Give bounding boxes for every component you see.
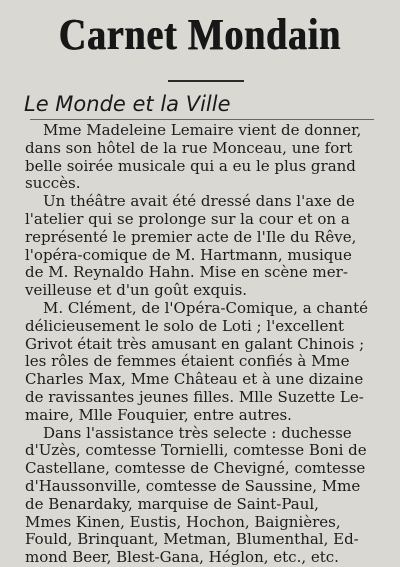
title-rule bbox=[168, 80, 244, 82]
article-line: Un théâtre avait été dressé dans l'axe de bbox=[43, 192, 355, 211]
section-underline bbox=[30, 119, 374, 120]
article-line: Grivot était très amusant en galant Chinois ; bbox=[25, 334, 365, 353]
article-line: Fould, Brinquant, Metman, Blumenthal, Ed- bbox=[25, 530, 359, 549]
article-line: maire, Mlle Fouquier, entre autres. bbox=[25, 405, 292, 424]
article-line: veilleuse et d'un goût exquis. bbox=[25, 281, 248, 300]
section-title: Le Monde et la Ville bbox=[24, 92, 231, 116]
article-line: les rôles de femmes étaient confiés à Mme bbox=[25, 352, 350, 371]
article-line: Charles Max, Mme Château et à une dizaine bbox=[25, 370, 364, 389]
article-line: Dans l'assistance très selecte : duchesse bbox=[43, 423, 352, 442]
article-body bbox=[25, 122, 395, 567]
article-line: l'opéra-comique de M. Hartmann, musique bbox=[25, 245, 352, 264]
article-line: belle soirée musicale qui a eu le plus grand bbox=[25, 156, 356, 175]
masthead-title: Carnet Mondain bbox=[58, 10, 342, 59]
article-line: Mme Madeleine Lemaire vient de donner, bbox=[43, 121, 362, 139]
article-line: délicieusement le solo de Loti ; l'excellent bbox=[25, 316, 345, 335]
article-line: Mmes Kinen, Eustis, Hochon, Baignières, bbox=[25, 512, 341, 531]
article-line: de ravissantes jeunes filles. Mlle Suzette Le- bbox=[25, 387, 364, 406]
article-line: d'Haussonville, comtesse de Saussine, Mme bbox=[25, 476, 361, 495]
article-line: succès. bbox=[25, 174, 81, 193]
article-line: M. Clément, de l'Opéra-Comique, a chanté bbox=[43, 298, 368, 317]
article-line: représenté le premier acte de l'Ile du Rêve, bbox=[25, 227, 357, 246]
article-line: de Benardaky, marquise de Saint-Paul, bbox=[25, 494, 319, 513]
article-line: de M. Reynaldo Hahn. Mise en scène mer- bbox=[25, 263, 348, 282]
article-line: Castellane, comtesse de Chevigné, comtesse bbox=[25, 459, 366, 478]
article-line: d'Uzès, comtesse Tornielli, comtesse Boni de bbox=[25, 441, 367, 460]
article-line: l'atelier qui se prolonge sur la cour et on a bbox=[25, 209, 350, 228]
article-line: mond Beer, Blest-Gana, Héglon, etc., etc. bbox=[25, 548, 339, 567]
article-line: dans son hôtel de la rue Monceau, une fort bbox=[25, 138, 353, 157]
